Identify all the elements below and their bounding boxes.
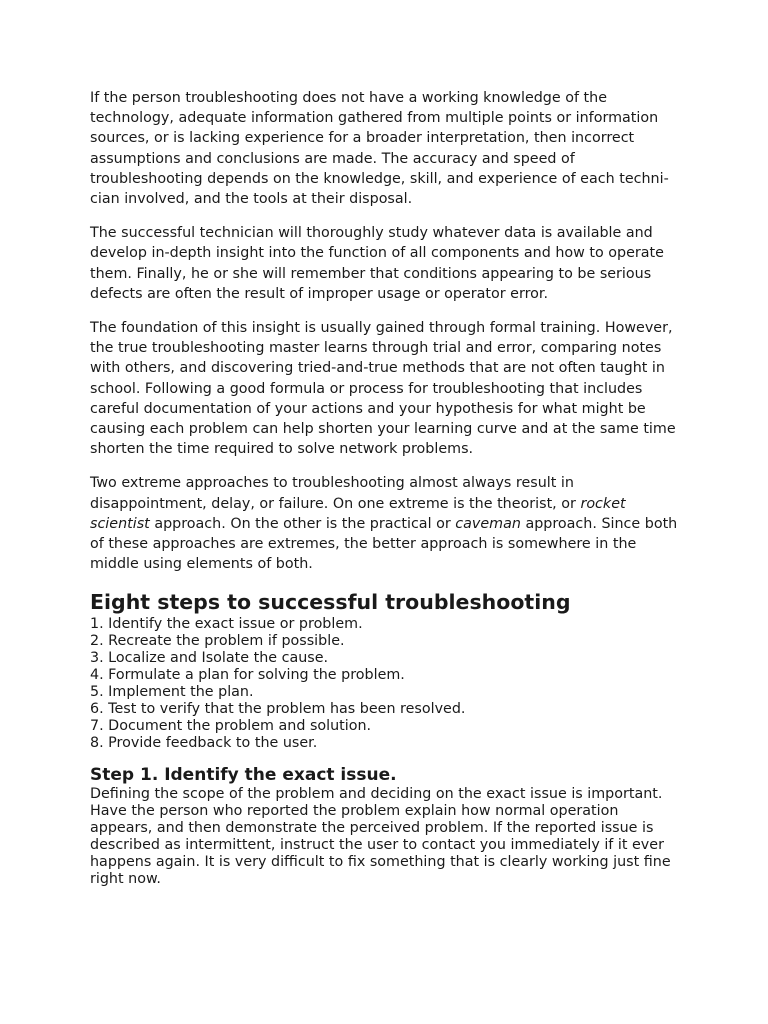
step1-heading: Step 1. Identify the exact issue. — [90, 765, 397, 786]
paragraph-extreme-approaches — [90, 473, 685, 574]
step-item: 1. Identify the exact issue or problem. — [90, 616, 363, 633]
paragraph-foundation: The foundation of this insight is usually gained through formal training. However, the true troubleshooting master learns through trial and error, comparing notes with others, and discovering tried-and-true methods that are not often taught in school. Following a good formula or process for troubleshooting that includes careful documentation of your actions and your hypothesis for what might be causing each problem can help shorten your learning curve and at the same time shorten the time required to solve network problems. — [90, 320, 676, 458]
step-item: 6. Test to verify that the problem has been resolved. — [90, 701, 466, 718]
step-item: 8. Provide feedback to the user. — [90, 735, 318, 752]
para4-text-2: approach. On the other is the practical or — [149, 515, 456, 532]
paragraph-successful-technician: The successful technician will thoroughly study whatever data is available and develop in-depth insight into the function of all components and how to operate them. Finally, he or she will remember that conditions appearing to be serious defects are often the result of improper usage or operator error. — [90, 225, 664, 302]
section-heading: Eight steps to successful troubleshooting — [90, 590, 571, 615]
para4-text-1: Two extreme approaches to troubleshooting almost always result in disappointment, delay, or failure. On one extreme is the theorist, or — [90, 475, 581, 512]
step-item: 4. Formulate a plan for solving the problem. — [90, 667, 405, 684]
step-item: 5. Implement the plan. — [90, 684, 254, 701]
step1-body: Defining the scope of the problem and deciding on the exact issue is important. Have the person who reported the problem explain how normal operation appears, and then demonstrate the perceived problem. If the reported issue is described as intermittent, instruct the user to contact you immediately if it ever happens again. It is very difficult to fix something that is clearly working just fine right now. — [90, 786, 671, 888]
steps-list — [90, 616, 685, 752]
step-item: 2. Recreate the problem if possible. — [90, 633, 345, 650]
step-item: 3. Localize and Isolate the cause. — [90, 650, 329, 667]
para4-italic-rocket-scientist: rocket scientist — [90, 495, 626, 532]
step-item: 7. Document the problem and solution. — [90, 718, 372, 735]
document-page — [90, 88, 685, 888]
para4-text-3: approach. Since both of these approaches are extremes, the better approach is somewhere in the middle using elements of both. — [90, 515, 678, 573]
para4-italic-caveman: caveman — [455, 515, 521, 532]
paragraph-knowledge: If the person troubleshooting does not have a working knowledge of the technology, adequate information gathered from multiple points or information sources, or is lacking experience for a broader interpretation, then incorrect assumptions and conclusions are made. The accuracy and speed of troubleshooting depends on the knowledge, skill, and experience of each techni-cian involved, and the tools at their disposal. — [90, 90, 669, 208]
